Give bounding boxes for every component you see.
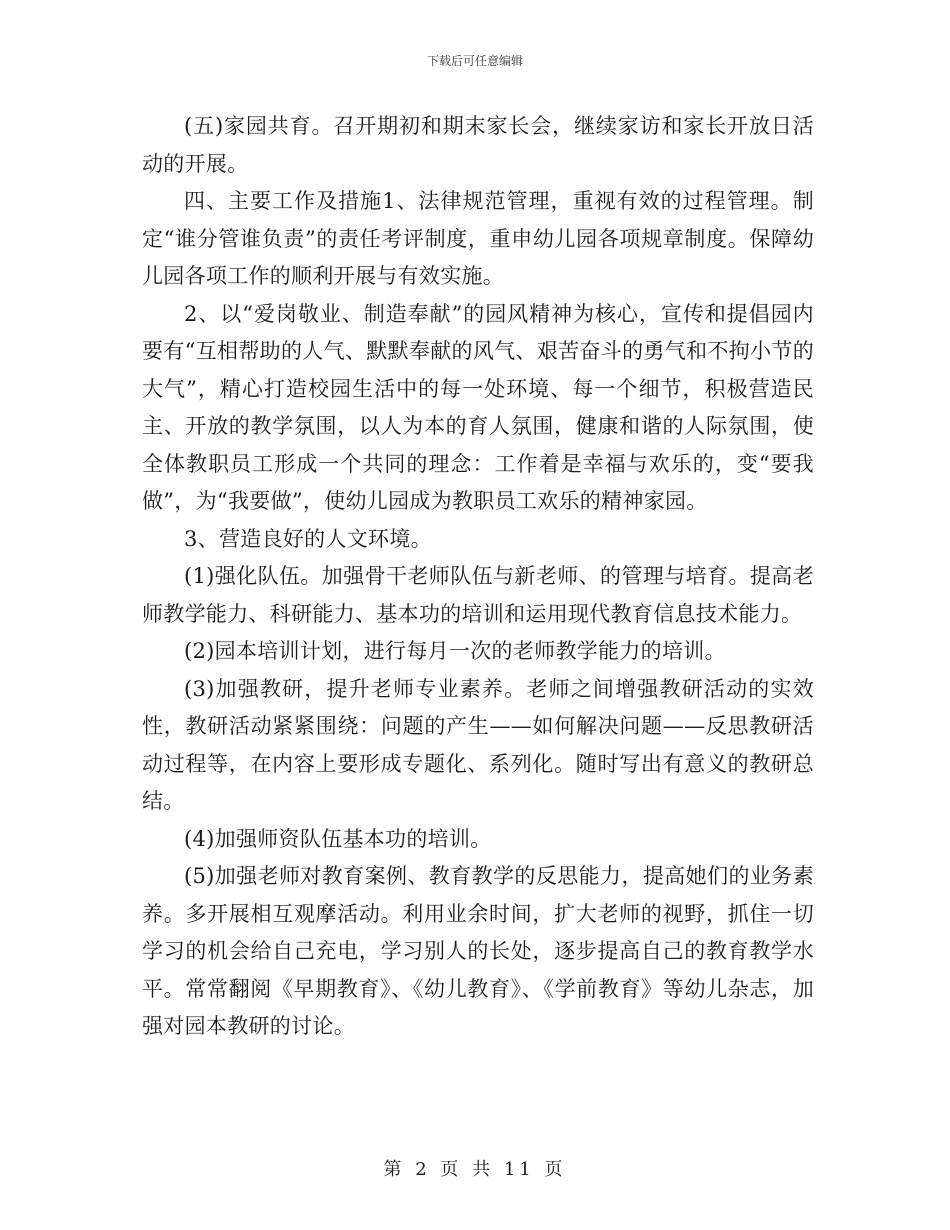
paragraph-teaching-research: (3)加强教研，提升老师专业素养。老师之间增强教研活动的实效性，教研活动紧紧围绕：问题的产生——如何解决问题——反思教研活动过程等，在内容上要形成专题化、系列化。随时写出有意义的教研总结。 <box>142 676 814 813</box>
paragraph-humanistic-environment: 3、营造良好的人文环境。 <box>184 526 432 551</box>
paragraph-main-work-measures: 四、主要工作及措施1、法律规范管理，重视有效的过程管理。制定“谁分管谁负责”的责任考评制度，重申幼儿园各项规章制度。保障幼儿园各项工作的顺利开展与有效实施。 <box>142 189 814 288</box>
paragraph-basic-skills: (4)加强师资队伍基本功的培训。 <box>184 826 492 851</box>
page-header: 下载后可任意编辑 <box>426 54 523 68</box>
paragraph-training-plan: (2)园本培训计划，进行每月一次的老师教学能力的培训。 <box>184 639 726 663</box>
document-body <box>142 108 814 1046</box>
paragraph-family-cooperation: (五)家园共育。召开期初和期末家长会，继续家访和家长开放日活动的开展。 <box>142 114 814 176</box>
paragraph-reflection-ability: (5)加强老师对教育案例、教育教学的反思能力，提高她们的业务素养。多开展相互观摩活动。利用业余时间，扩大老师的视野，抓住一切学习的机会给自己充电，学习别人的长处，逐步提高自己的教育教学水平。常常翻阅《早期教育》、《幼儿教育》、《学前教育》等幼儿杂志，加强对园本教研的讨论。 <box>142 864 814 1038</box>
paragraph-garden-spirit: 2、以“爱岗敬业、制造奉献”的园风精神为核心，宣传和提倡园内要有“互相帮助的人气、默默奉献的风气、艰苦奋斗的勇气和不拘小节的大气”，精心打造校园生活中的每一处环境、每一个细节，积极营造民主、开放的教学氛围，以人为本的育人氛围，健康和谐的人际氛围，使全体教职员工形成一个共同的理念：工作着是幸福与欢乐的，变“要我做”，为“我要做”，使幼儿园成为教职员工欢乐的精神家园。 <box>142 301 814 513</box>
page-number-footer: 第 2 页 共 11 页 <box>383 1159 567 1180</box>
paragraph-strengthen-team: (1)强化队伍。加强骨干老师队伍与新老师、的管理与培育。提高老师教学能力、科研能力、基本功的培训和运用现代教育信息技术能力。 <box>142 564 814 626</box>
